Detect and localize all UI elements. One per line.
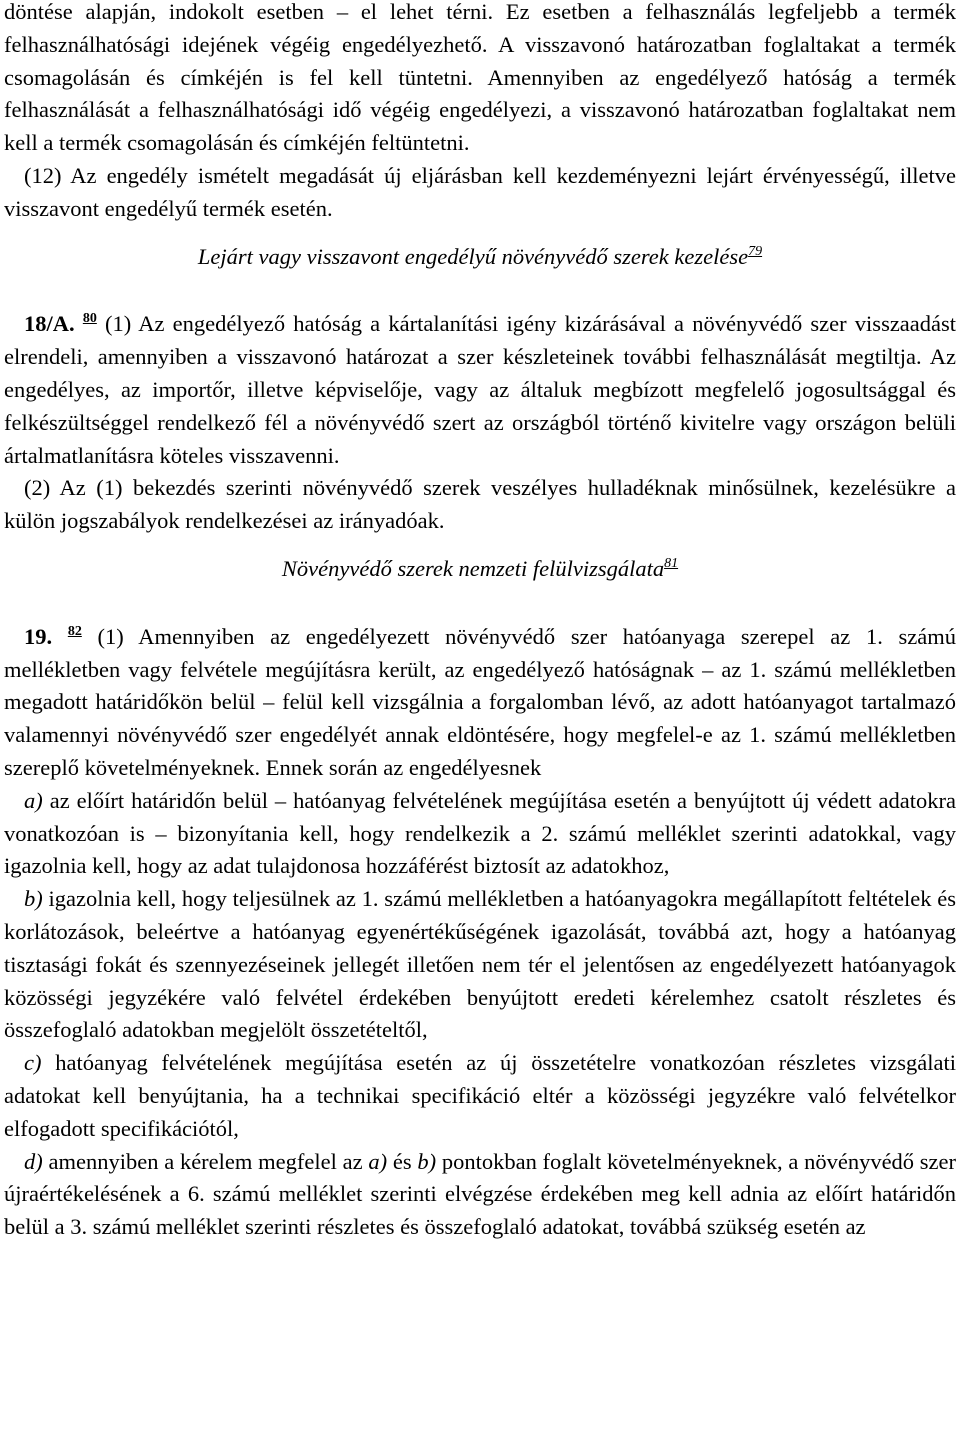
section-number: 18/A. bbox=[24, 311, 75, 337]
item-text: hatóanyag felvételének megújítása esetén az új összetételre vonatkozóan részletes vizsgálati adatokat kell benyújtania, ha a technikai specifikáció eltér a közösségi jegyzékre való felvételkor elfogadott specifikációtól, bbox=[4, 1050, 957, 1141]
section-18a-paragraph-1 bbox=[4, 303, 956, 472]
section-heading-expired bbox=[4, 236, 956, 274]
list-item-a bbox=[4, 785, 956, 883]
section-heading-national-review bbox=[4, 548, 956, 586]
section-19-paragraph-1 bbox=[4, 616, 956, 785]
item-label: b) bbox=[24, 886, 43, 912]
section-text: (1) Amennyiben az engedélyezett növényvédő szer hatóanyaga szerepel az 1. számú mellékletben vagy felvétele megújításra került, az engedélyező hatóságnak – az 1. számú mellékletben megadott határidőkön belül – felül kell vizsgálnia a forgalomban lévő, az adott hatóanyagot tartalmazó valamennyi növényvédő szer engedélyét annak eldöntésére, hogy megfelel-e az 1. számú mellékletben szereplő követelményeknek. Ennek során az engedélyesnek bbox=[4, 623, 957, 780]
paragraph-intro: döntése alapján, indokolt esetben – el lehet térni. Ez esetben a felhasználás legfeljebb a termék felhasználhatósági idejének végéig engedélyezhető. A visszavonó határozatban foglaltakat a termék csomagolásán és címkéjén is fel kell tüntetni. Amennyiben az engedélyező hatóság a termék felhasználását a felhasználhatósági idő végéig engedélyezi, a visszavonó határozatban foglaltakat nem kell a termék csomagolásán és címkéjén feltüntetni. bbox=[4, 0, 956, 156]
item-reference: a) bbox=[368, 1148, 388, 1174]
footnote-link[interactable]: 82 bbox=[67, 623, 82, 639]
heading-text: Növényvédő szerek nemzeti felülvizsgálata bbox=[281, 555, 665, 581]
list-item-b bbox=[4, 883, 956, 1047]
item-label: c) bbox=[24, 1050, 42, 1076]
section-number: 19. bbox=[24, 623, 53, 649]
item-text: pontokban foglalt követelményeknek, a növényvédő szer újraértékelésének a 6. számú melléklet szerinti elvégzése érdekében meg kell adnia az előírt határidőn belül a 3. számú melléklet szerinti részletes és összefoglaló adatokat, továbbá szükség esetén az bbox=[4, 1148, 957, 1240]
item-text: és bbox=[392, 1148, 412, 1174]
footnote-link[interactable]: 80 bbox=[82, 311, 97, 327]
section-18a-paragraph-2: (2) Az (1) bekezdés szerinti növényvédő szerek veszélyes hulladéknak minősülnek, kezelésükre a külön jogszabályok rendelkezései az irányadóak. bbox=[4, 475, 956, 534]
item-text: amennyiben a kérelem megfelel az bbox=[48, 1148, 363, 1174]
section-text: (1) Az engedélyező hatóság a kártalanítási igény kizárásával a növényvédő szer visszaadást elrendeli, amennyiben a visszavonó határozat a szer készleteinek további felhasználását megtiltja. Az engedélyes, az importőr, illetve képviselője, vagy az általuk megbízott megfelelő jogosultsággal és felkészültséggel rendelkező fél a növényvédő szert az országból történő kivitelre vagy országon belüli ártalmatlanításra köteles visszavenni. bbox=[4, 311, 957, 468]
item-label: a) bbox=[24, 787, 43, 813]
item-text: az előírt határidőn belül – hatóanyag felvételének megújítása esetén a benyújtott új védett adatokra vonatkozóan is – bizonyítania kell, hogy rendelkezik a 2. számú melléklet szerinti adatokkal, vagy igazolnia kell, hogy az adat tulajdonosa hozzáférést biztosít az adatokhoz, bbox=[4, 787, 956, 879]
footnote-link[interactable]: 81 bbox=[664, 555, 679, 571]
item-reference: b) bbox=[417, 1148, 437, 1174]
footnote-link[interactable]: 79 bbox=[748, 243, 763, 259]
item-text: igazolnia kell, hogy teljesülnek az 1. számú mellékletben a hatóanyagokra megállapított feltételek és korlátozások, beleértve a hatóanyag egyenértékűségének igazolását, továbbá azt, hogy a hatóanyag tisztasági fokát és szennyezéseinek jellegét illetően nem tér el jelentősen az engedélyezett hatóanyagok közösségi jegyzékére való felvétel érdekében benyújtott eredeti kérelemhez csatolt részletes és összefoglaló adatokban megjelölt összetételtől, bbox=[4, 886, 956, 1043]
list-item-c bbox=[4, 1047, 956, 1145]
item-label: d) bbox=[24, 1148, 43, 1174]
list-item-d bbox=[4, 1146, 956, 1244]
paragraph-12: (12) Az engedély ismételt megadását új eljárásban kell kezdeményezni lejárt érvényességű, illetve visszavont engedélyű termék esetén. bbox=[4, 162, 956, 221]
heading-text: Lejárt vagy visszavont engedélyű növényvédő szerek kezelése bbox=[197, 243, 749, 269]
